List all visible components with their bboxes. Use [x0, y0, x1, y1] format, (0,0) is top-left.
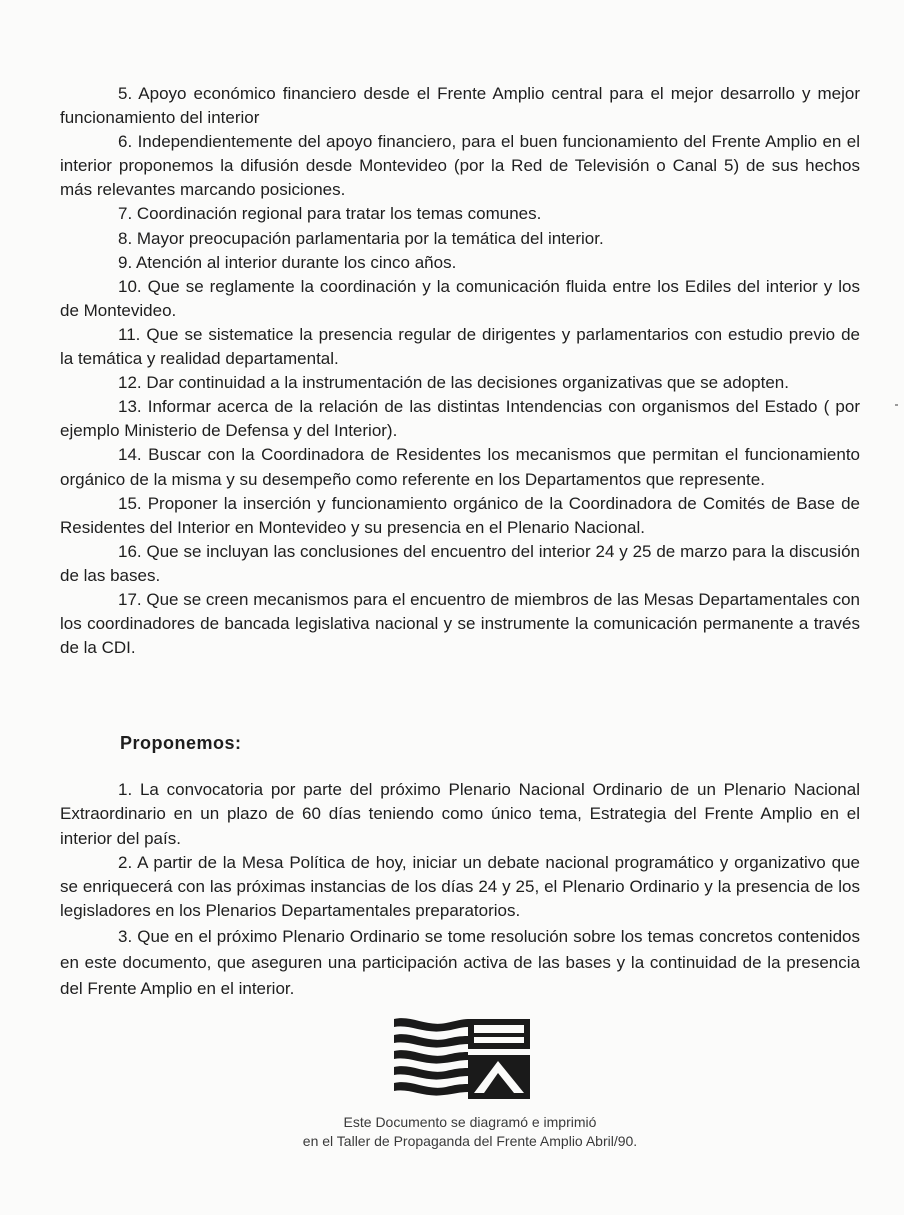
frente-amplio-flag-logo-icon: [392, 1015, 532, 1103]
footer-line-1: Este Documento se diagramó e imprimió: [343, 1114, 597, 1130]
list-item: 11. Que se sistematice la presencia regular de dirigentes y parlamentarios con estudio previo de la temática y realidad departamental.: [60, 324, 860, 369]
list-item: 17. Que se creen mecanismos para el encuentro de miembros de las Mesas Departamentales con los coordinadores de bancada legislativa nacional y se instrumente la comunicación permanente a través de la CDI.: [60, 589, 860, 658]
list-item: 14. Buscar con la Coordinadora de Residentes los mecanismos que permitan el funcionamiento orgánico de la misma y su desempeño como referente en los Departamentos que represente.: [60, 445, 860, 489]
list-item: 6. Independientemente del apoyo financiero, para el buen funcionamiento del Frente Amplio en el interior proponemos la difusión desde Montevideo (por la Red de Televisión o Canal 5) de sus hechos más relevantes marcando posiciones.: [60, 132, 860, 200]
list-item: 16. Que se incluyan las conclusiones del encuentro del interior 24 y 25 de marzo para la discusión de las bases.: [60, 541, 860, 585]
footer-line-2: en el Taller de Propaganda del Frente Amplio Abril/90.: [302, 1133, 638, 1149]
proposals-list: [60, 778, 860, 1002]
list-item: 9. Atención al interior durante los cinco años.: [118, 252, 457, 272]
list-item: 10. Que se reglamente la coordinación y la comunicación fluida entre los Ediles del interior y los de Montevideo.: [60, 276, 860, 320]
list-item: 12. Dar continuidad a la instrumentación de las decisiones organizativas que se adopten.: [118, 373, 789, 393]
section-heading: Proponemos:: [120, 733, 242, 753]
list-item: 8. Mayor preocupación parlamentaria por la temática del interior.: [118, 228, 604, 248]
items-list: [60, 82, 860, 660]
proposal-item: 1. La convocatoria por parte del próximo Plenario Nacional Ordinario de un Plenario Nacional Extraordinario en un plazo de 60 días teniendo como único tema, Estrategia del Frente Amplio en el interior del país.: [60, 780, 860, 848]
footer-credit: [200, 1113, 740, 1151]
list-item: 5. Apoyo económico financiero desde el Frente Amplio central para el mejor desarrollo y mejor funcionamiento del interior: [60, 84, 860, 128]
proposal-item: 3. Que en el próximo Plenario Ordinario se tome resolución sobre los temas concretos contenidos en este documento, que aseguren una participación activa de las bases y la continuidad de la presencia del Frente Amplio en el interior.: [60, 926, 860, 998]
list-item: 15. Proponer la inserción y funcionamiento orgánico de la Coordinadora de Comités de Base de Residentes del Interior en Montevideo y su presencia en el Plenario Nacional.: [60, 493, 860, 537]
list-item: 7. Coordinación regional para tratar los temas comunes.: [118, 204, 542, 224]
list-item: 13. Informar acerca de la relación de las distintas Intendencias con organismos del Estado ( por ejemplo Ministerio de Defensa y del Interior).: [60, 397, 860, 441]
scan-speck: [895, 404, 898, 406]
proposal-item: 2. A partir de la Mesa Política de hoy, iniciar un debate nacional programático y organizativo que se enriquecerá con las próximas instancias de los días 24 y 25, el Plenario Ordinario y la presencia de los legisladores en los Plenarios Departamentales preparatorios.: [60, 852, 860, 921]
